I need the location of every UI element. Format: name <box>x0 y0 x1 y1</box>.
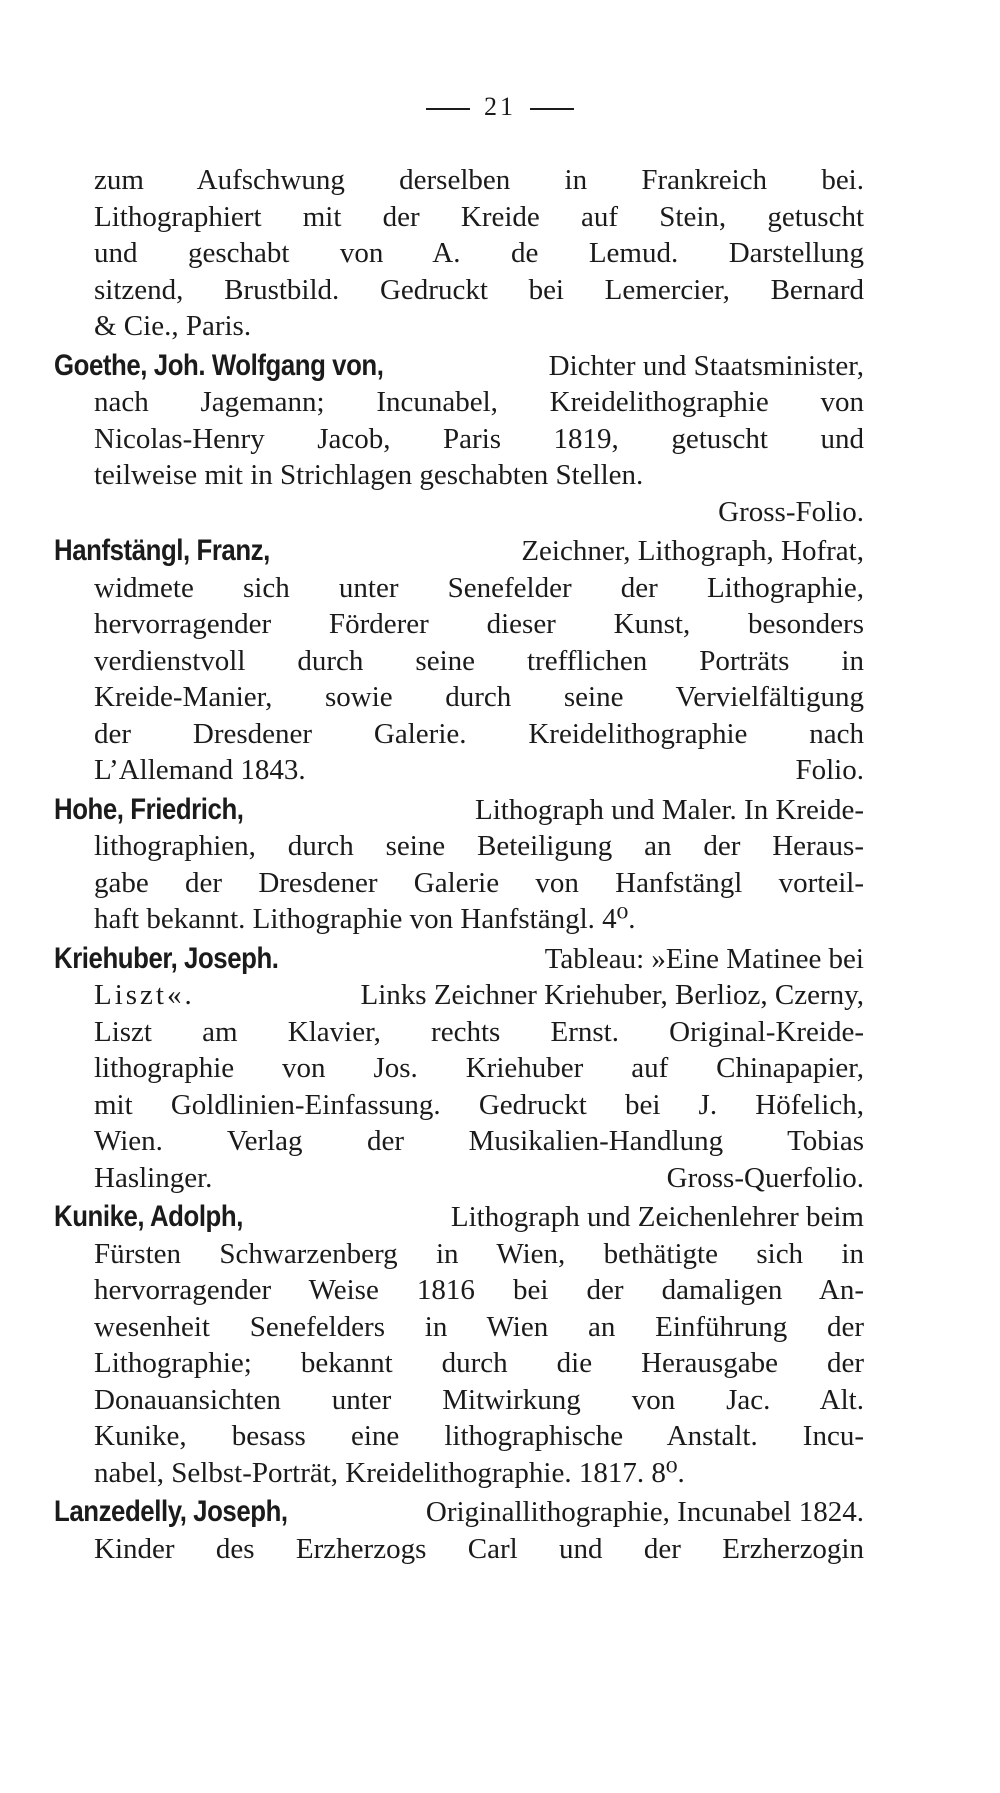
entry-hohe <box>54 792 864 938</box>
text-line-right: Links Zeichner Kriehuber, Berlioz, Czerny, <box>360 979 864 1011</box>
text-line: verdienstvoll durch seine trefflichen Porträts in <box>94 644 864 677</box>
text-line: widmete sich unter Senefelder der Lithographie, <box>94 571 864 604</box>
entry-first-line-text: Dichter und Staatsminister, <box>548 349 864 382</box>
entry-first-line <box>54 941 864 978</box>
text-line: lithographie von Jos. Kriehuber auf Chinapapier, <box>94 1052 864 1084</box>
text-line: gabe der Dresdener Galerie von Hanfstängl vorteil- <box>94 866 864 899</box>
entry-format: Gross-Querfolio. <box>666 1161 864 1194</box>
entry-first-line <box>54 792 864 829</box>
entry-second-line <box>94 977 864 1014</box>
entry-last-line <box>94 752 864 789</box>
text-line: wesenheit Senefelders in Wien an Einführung der <box>94 1310 864 1343</box>
entry-kriehuber <box>54 941 864 1197</box>
entry-first-line-text: Lithograph und Zeichenlehrer beim <box>450 1201 864 1233</box>
entry-format: Folio. <box>795 754 864 786</box>
entry-first-line-text: Originallithographie, Incunabel 1824. <box>425 1496 864 1528</box>
text-line: nach Jagemann; Incunabel, Kreidelithographie von <box>94 386 864 418</box>
entry-first-line-text: Zeichner, Lithograph, Hofrat, <box>521 535 864 567</box>
text-line: Kunike, besass eine lithographische Anstalt. Incu- <box>94 1420 864 1452</box>
text-line: Liszt am Klavier, rechts Ernst. Original-Kreide- <box>94 1015 864 1048</box>
text-line: Wien. Verlag der Musikalien-Handlung Tobias <box>94 1125 864 1157</box>
entry-first-line <box>54 1199 864 1236</box>
text-line: Lithographie; bekannt durch die Herausgabe der <box>94 1347 864 1379</box>
entry-heading: Goethe, Joh. Wolfgang von, <box>54 348 384 382</box>
text-line: teilweise mit in Strichlagen geschabten Stellen. <box>94 459 644 491</box>
page-number-text: 21 <box>484 92 516 121</box>
page-number <box>0 92 1000 122</box>
text-line: lithographien, durch seine Beteiligung an der Heraus- <box>94 830 864 862</box>
text-line: und geschabt von A. de Lemud. Darstellung <box>94 237 864 269</box>
text-line: Nicolas-Henry Jacob, Paris 1819, getuscht und <box>94 422 864 455</box>
entry-heading: Hanfstängl, Franz, <box>54 534 270 567</box>
entry-heading: Kunike, Adolph, <box>54 1200 243 1233</box>
text-line: hervorragender Weise 1816 bei der damaligen An- <box>94 1274 864 1306</box>
text-line: Donauansichten unter Mitwirkung von Jac. Alt. <box>94 1383 864 1416</box>
page-number-dash-left <box>426 108 470 110</box>
entry-first-line-text: Lithograph und Maler. In Kreide- <box>475 793 864 826</box>
text-line: Kreide-Manier, sowie durch seine Vervielfältigung <box>94 681 864 713</box>
page-number-dash-right <box>530 108 574 110</box>
text-line: hervorragender Förderer dieser Kunst, besonders <box>94 608 864 640</box>
text-line: nabel, Selbst-Porträt, Kreidelithographie. 1817. 8⁰. <box>94 1456 685 1489</box>
text-line: der Dresdener Galerie. Kreidelithographie nach <box>94 717 864 750</box>
entry-first-line <box>54 1494 864 1531</box>
continuation-paragraph <box>94 162 864 345</box>
entry-first-line-text: Tableau: »Eine Matinee bei <box>544 942 864 975</box>
text-line: & Cie., Paris. <box>94 310 252 342</box>
entry-first-line <box>54 533 864 570</box>
entry-heading: Kriehuber, Joseph. <box>54 941 279 975</box>
entry-hanfstaengl <box>54 533 864 789</box>
text-line: Lithographiert mit der Kreide auf Stein, getuscht <box>94 200 864 233</box>
text-line: zum Aufschwung derselben in Frankreich bei. <box>94 164 864 196</box>
entry-goethe <box>54 348 864 531</box>
text-line: Kinder des Erzherzogs Carl und der Erzherzogin <box>94 1532 864 1565</box>
spaced-word: Liszt«. <box>94 979 195 1011</box>
text-line-left: Haslinger. <box>94 1161 213 1194</box>
entry-lanzedelly <box>54 1494 864 1567</box>
text-line: mit Goldlinien-Einfassung. Gedruckt bei J. Höfelich, <box>94 1088 864 1121</box>
entry-heading: Hohe, Friedrich, <box>54 792 244 826</box>
entry-kunike <box>54 1199 864 1491</box>
text-line-left: L’Allemand 1843. <box>94 754 306 786</box>
entry-last-line <box>94 1160 864 1197</box>
entry-heading: Lanzedelly, Joseph, <box>54 1495 288 1528</box>
entry-first-line <box>54 348 864 385</box>
text-line: sitzend, Brustbild. Gedruckt bei Lemercier, Bernard <box>94 273 864 306</box>
body-text <box>54 162 864 1567</box>
text-line: haft bekannt. Lithographie von Hanfstängl. 4⁰. <box>94 903 636 935</box>
text-line: Fürsten Schwarzenberg in Wien, bethätigte sich in <box>94 1237 864 1270</box>
entry-format: Gross-Folio. <box>718 495 864 528</box>
